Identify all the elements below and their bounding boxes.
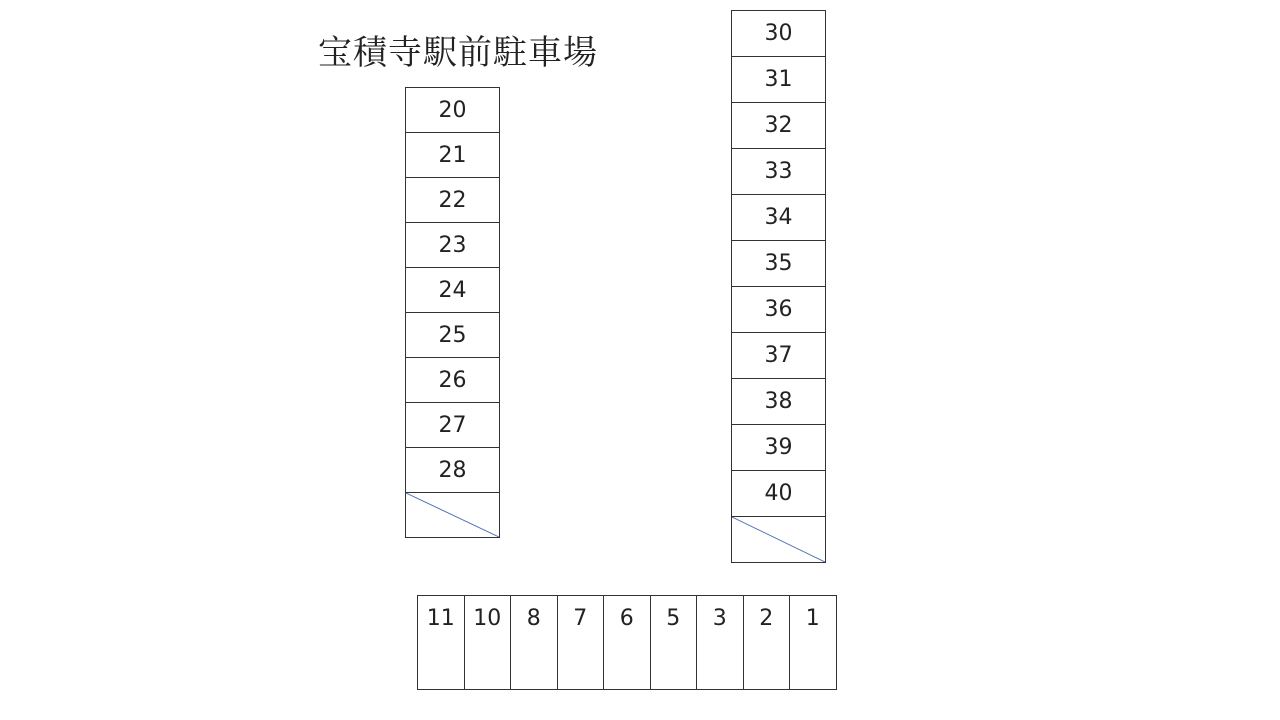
parking-space: 22 bbox=[405, 177, 500, 223]
parking-space: 36 bbox=[731, 286, 826, 333]
parking-space: 26 bbox=[405, 357, 500, 403]
parking-space: 3 bbox=[696, 595, 744, 690]
parking-space: 27 bbox=[405, 402, 500, 448]
parking-space: 10 bbox=[464, 595, 512, 690]
right-parking-column bbox=[731, 10, 826, 563]
parking-space: 39 bbox=[731, 424, 826, 471]
parking-space: 24 bbox=[405, 267, 500, 313]
parking-space: 40 bbox=[731, 470, 826, 517]
parking-space: 20 bbox=[405, 87, 500, 133]
left-parking-column bbox=[405, 87, 500, 538]
parking-space: 6 bbox=[603, 595, 651, 690]
parking-space: 25 bbox=[405, 312, 500, 358]
parking-space: 30 bbox=[731, 10, 826, 57]
page-title: 宝積寺駅前駐車場 bbox=[318, 33, 598, 73]
parking-space: 11 bbox=[417, 595, 465, 690]
parking-space: 28 bbox=[405, 447, 500, 493]
parking-space: 5 bbox=[650, 595, 698, 690]
parking-space: 37 bbox=[731, 332, 826, 379]
parking-space: 21 bbox=[405, 132, 500, 178]
parking-space: 32 bbox=[731, 102, 826, 149]
parking-space: 7 bbox=[557, 595, 605, 690]
unavailable-space bbox=[405, 492, 500, 538]
bottom-parking-row bbox=[417, 595, 837, 690]
parking-space: 8 bbox=[510, 595, 558, 690]
parking-space: 34 bbox=[731, 194, 826, 241]
parking-space: 38 bbox=[731, 378, 826, 425]
parking-space: 31 bbox=[731, 56, 826, 103]
parking-space: 35 bbox=[731, 240, 826, 287]
unavailable-space bbox=[731, 516, 826, 563]
parking-space: 1 bbox=[789, 595, 837, 690]
diagonal-line bbox=[732, 517, 825, 562]
parking-space: 23 bbox=[405, 222, 500, 268]
parking-space: 33 bbox=[731, 148, 826, 195]
diagonal-line bbox=[406, 493, 499, 537]
parking-space: 2 bbox=[743, 595, 791, 690]
